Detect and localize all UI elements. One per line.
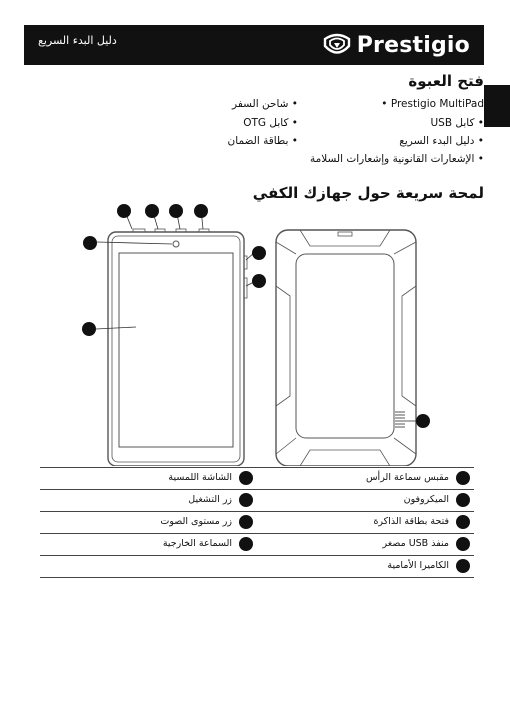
device-drawing — [0, 196, 510, 466]
box-contents-title: فتح العبوة — [408, 72, 484, 90]
bullet-icon — [239, 493, 253, 507]
callout-marker — [252, 246, 266, 260]
section-tab-marker — [484, 85, 510, 127]
legend-label: مقبس سماعة الرأس — [365, 472, 449, 483]
list-item: • كابل OTG — [243, 117, 298, 129]
bullet-icon — [239, 537, 253, 551]
bullet-icon — [456, 471, 470, 485]
legend-label: الميكروفون — [403, 494, 449, 505]
callout-marker — [145, 204, 159, 218]
bullet-icon — [239, 515, 253, 529]
legend-label: فتحة بطاقة الذاكرة — [373, 516, 449, 527]
tablet-back-view — [276, 230, 418, 466]
bullet-icon — [456, 537, 470, 551]
list-item: • بطاقة الضمان — [227, 135, 298, 147]
list-item: • الإشعارات القانونية وإشعارات السلامة — [309, 153, 484, 165]
bullet-icon — [239, 471, 253, 485]
list-item: Prestigio MultiPad • — [381, 98, 484, 110]
brand-emblem-icon — [322, 33, 352, 57]
bullet-icon — [456, 515, 470, 529]
callout-marker — [194, 204, 208, 218]
callout-marker — [169, 204, 183, 218]
list-item: • شاحن السفر — [232, 98, 298, 110]
bullet-icon — [456, 493, 470, 507]
legend-label: زر مستوى الصوت — [160, 516, 232, 527]
callout-marker — [83, 236, 97, 250]
table-row — [40, 555, 474, 578]
legend-label: السماعة الخارجية — [162, 538, 232, 549]
header-bar — [24, 25, 484, 65]
tablet-front-view — [96, 209, 258, 466]
guide-title: دليل البدء السريع — [38, 34, 117, 47]
table-row — [40, 467, 474, 489]
device-diagram — [0, 196, 510, 466]
legend-label: زر التشغيل — [188, 494, 232, 505]
table-row — [40, 511, 474, 533]
bullet-icon — [456, 559, 470, 573]
table-row — [40, 489, 474, 511]
list-item: • دليل البدء السريع — [399, 135, 484, 147]
callout-marker — [82, 322, 96, 336]
overview-title: لمحة سريعة حول جهازك الكفي — [252, 184, 484, 202]
brand-logo — [322, 30, 470, 60]
parts-legend — [40, 467, 474, 578]
legend-label: منفذ USB مصغر — [382, 538, 449, 549]
callout-marker — [117, 204, 131, 218]
list-item: • كابل USB — [430, 117, 484, 129]
legend-label: الكاميرا الأمامية — [387, 560, 449, 571]
callout-marker — [416, 414, 430, 428]
legend-label: الشاشة اللمسية — [168, 472, 232, 483]
callout-marker — [252, 274, 266, 288]
table-row — [40, 533, 474, 555]
brand-name: Prestigio — [356, 32, 470, 58]
